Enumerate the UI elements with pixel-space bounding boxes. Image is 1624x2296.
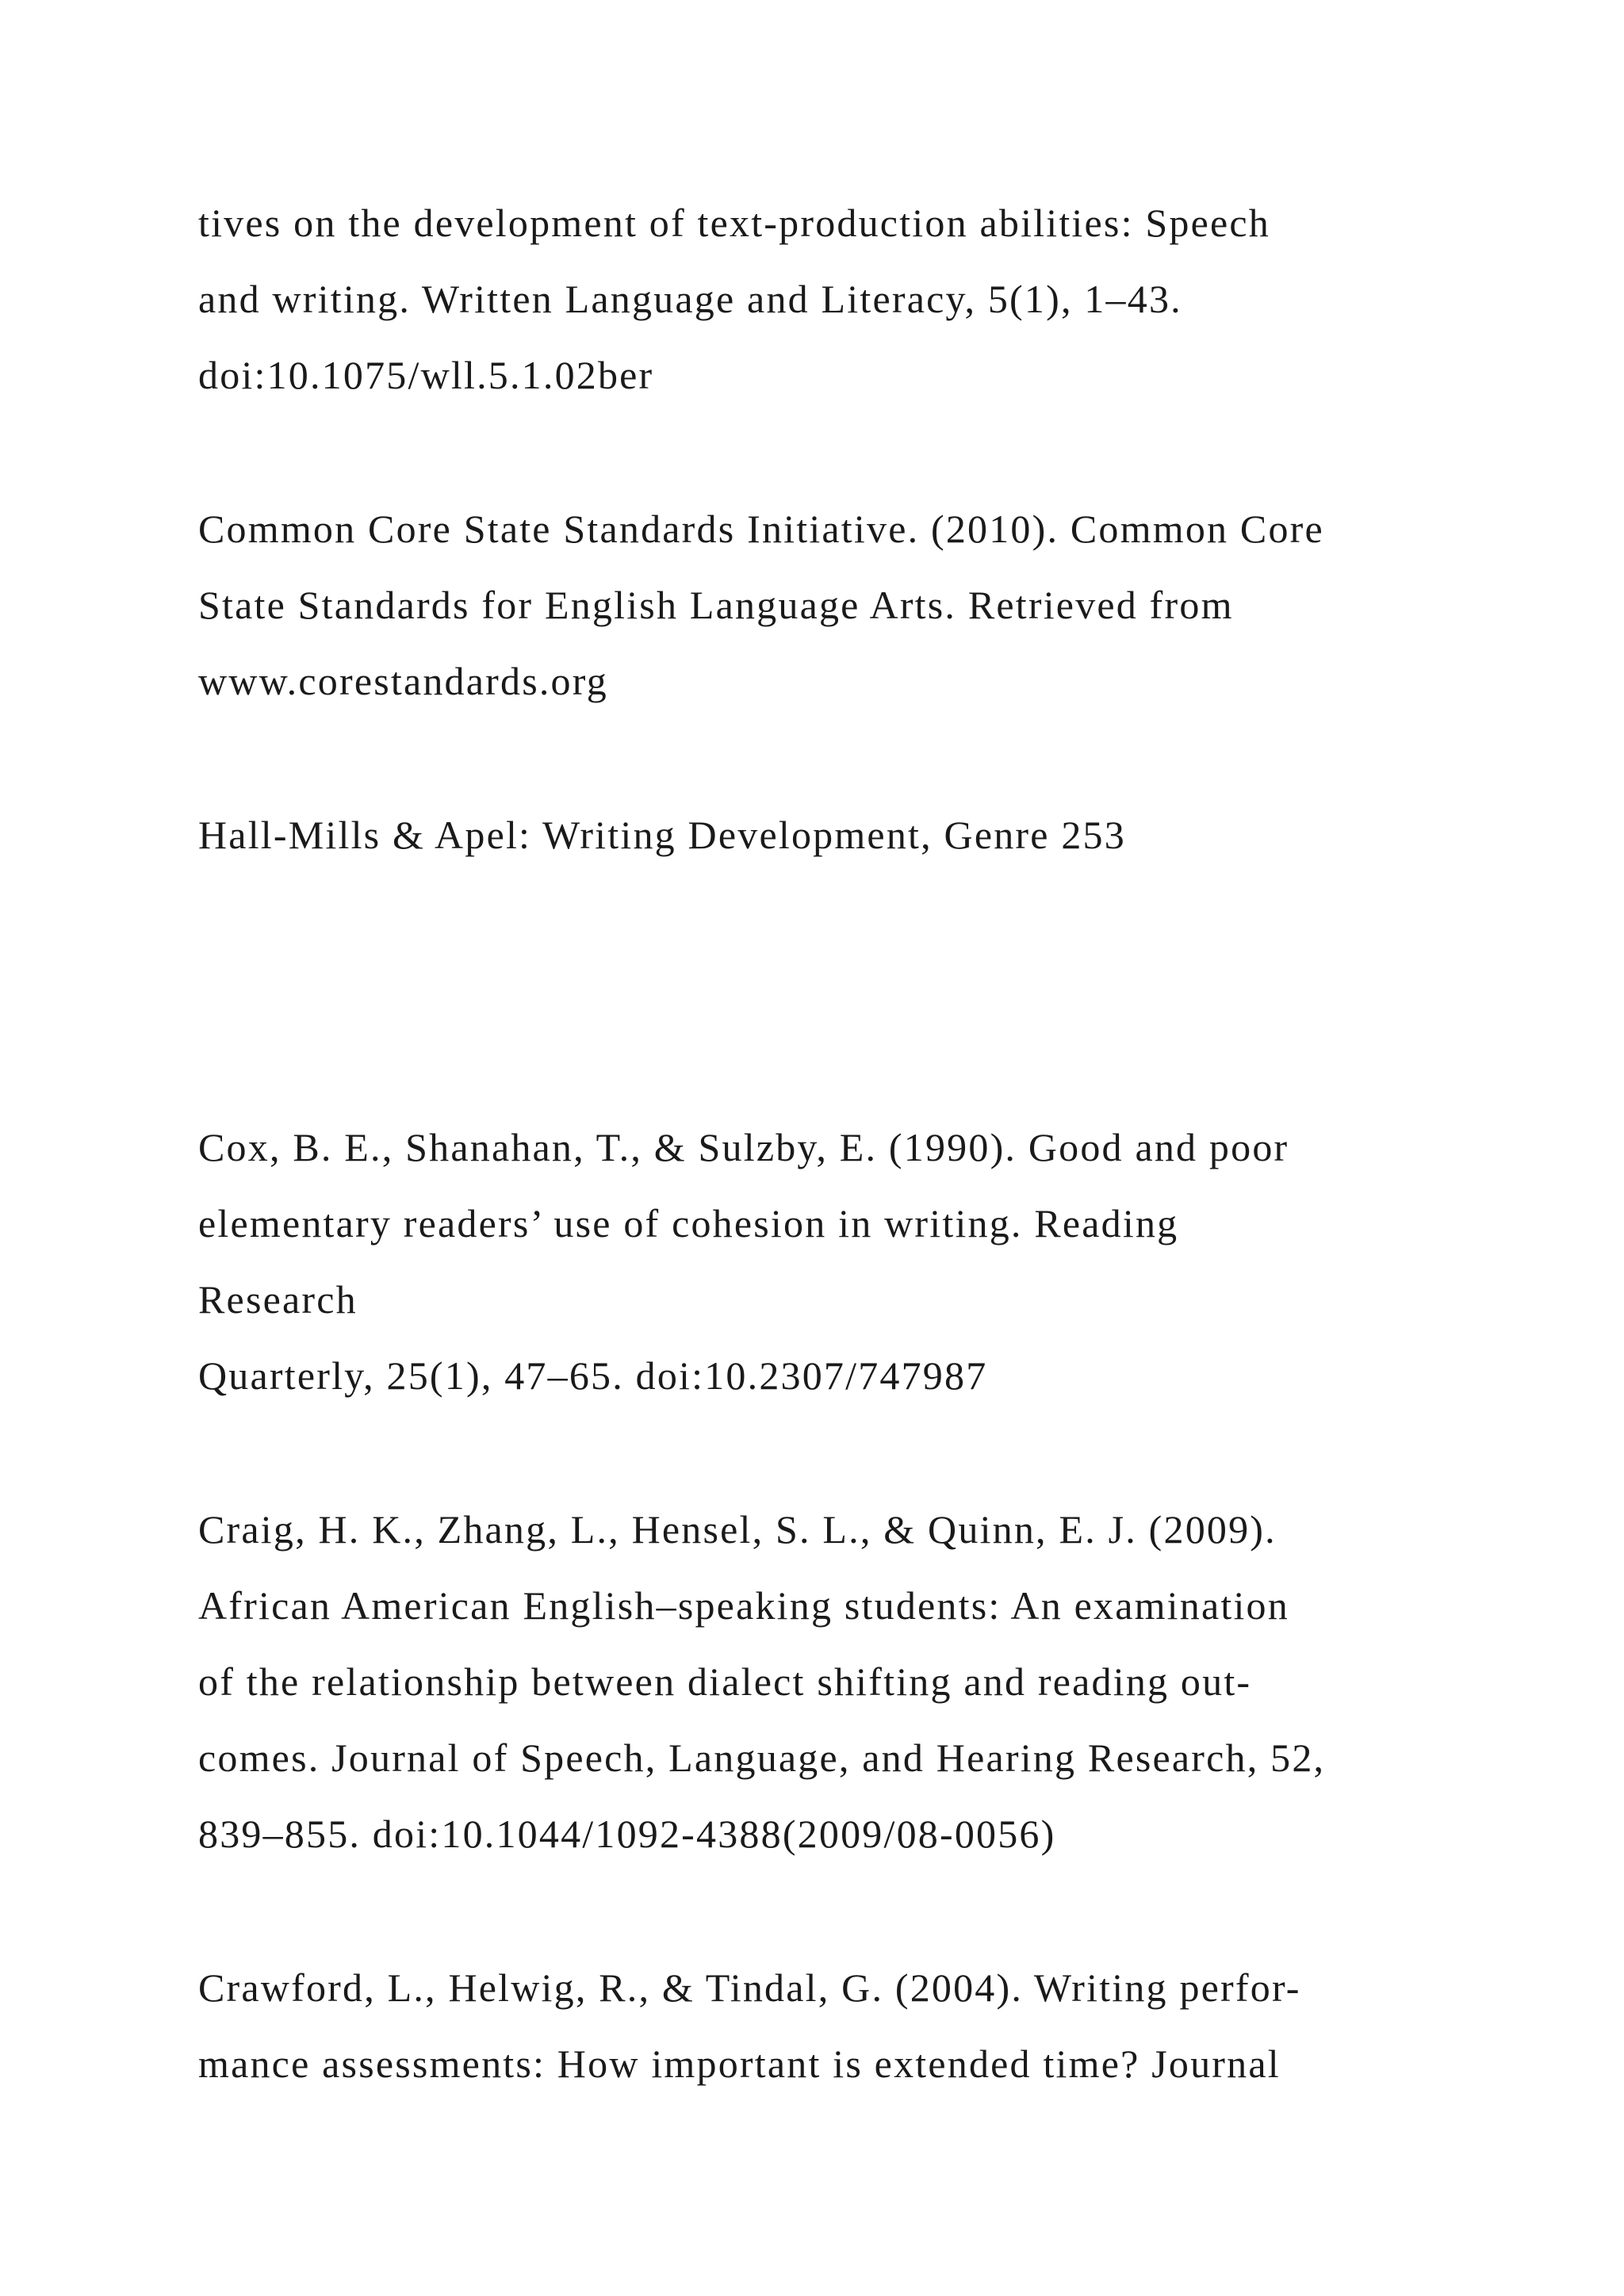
reference-line: doi:10.1075/wll.5.1.02ber <box>198 353 654 397</box>
reference-line: of the relationship between dialect shifting and reading out- <box>198 1659 1252 1704</box>
reference-line: Research <box>198 1277 358 1322</box>
reference-line: elementary readers’ use of cohesion in writing. Reading <box>198 1201 1179 1246</box>
reference-line: 839–855. doi:10.1044/1092-4388(2009/08-0056) <box>198 1812 1056 1856</box>
reference-line: www.corestandards.org <box>198 659 608 703</box>
reference-line: tives on the development of text-production abilities: Speech <box>198 201 1270 245</box>
reference-line: Crawford, L., Helwig, R., & Tindal, G. (2004). Writing perfor- <box>198 1965 1301 2010</box>
reference-line: Craig, H. K., Zhang, L., Hensel, S. L., & Quinn, E. J. (2009). <box>198 1507 1277 1552</box>
reference-line: Cox, B. E., Shanahan, T., & Sulzby, E. (1990). Good and poor <box>198 1125 1289 1169</box>
reference-line: mance assessments: How important is extended time? Journal <box>198 2042 1281 2086</box>
running-header: Hall-Mills & Apel: Writing Development, Genre 253 <box>198 813 1126 857</box>
reference-line: African American English–speaking students: An examination <box>198 1583 1289 1628</box>
reference-line: Quarterly, 25(1), 47–65. doi:10.2307/747987 <box>198 1353 988 1398</box>
reference-line: and writing. Written Language and Literacy, 5(1), 1–43. <box>198 277 1182 321</box>
reference-line: Common Core State Standards Initiative. (2010). Common Core <box>198 507 1324 551</box>
reference-line: comes. Journal of Speech, Language, and Hearing Research, 52, <box>198 1735 1326 1780</box>
reference-line: State Standards for English Language Arts. Retrieved from <box>198 583 1234 627</box>
